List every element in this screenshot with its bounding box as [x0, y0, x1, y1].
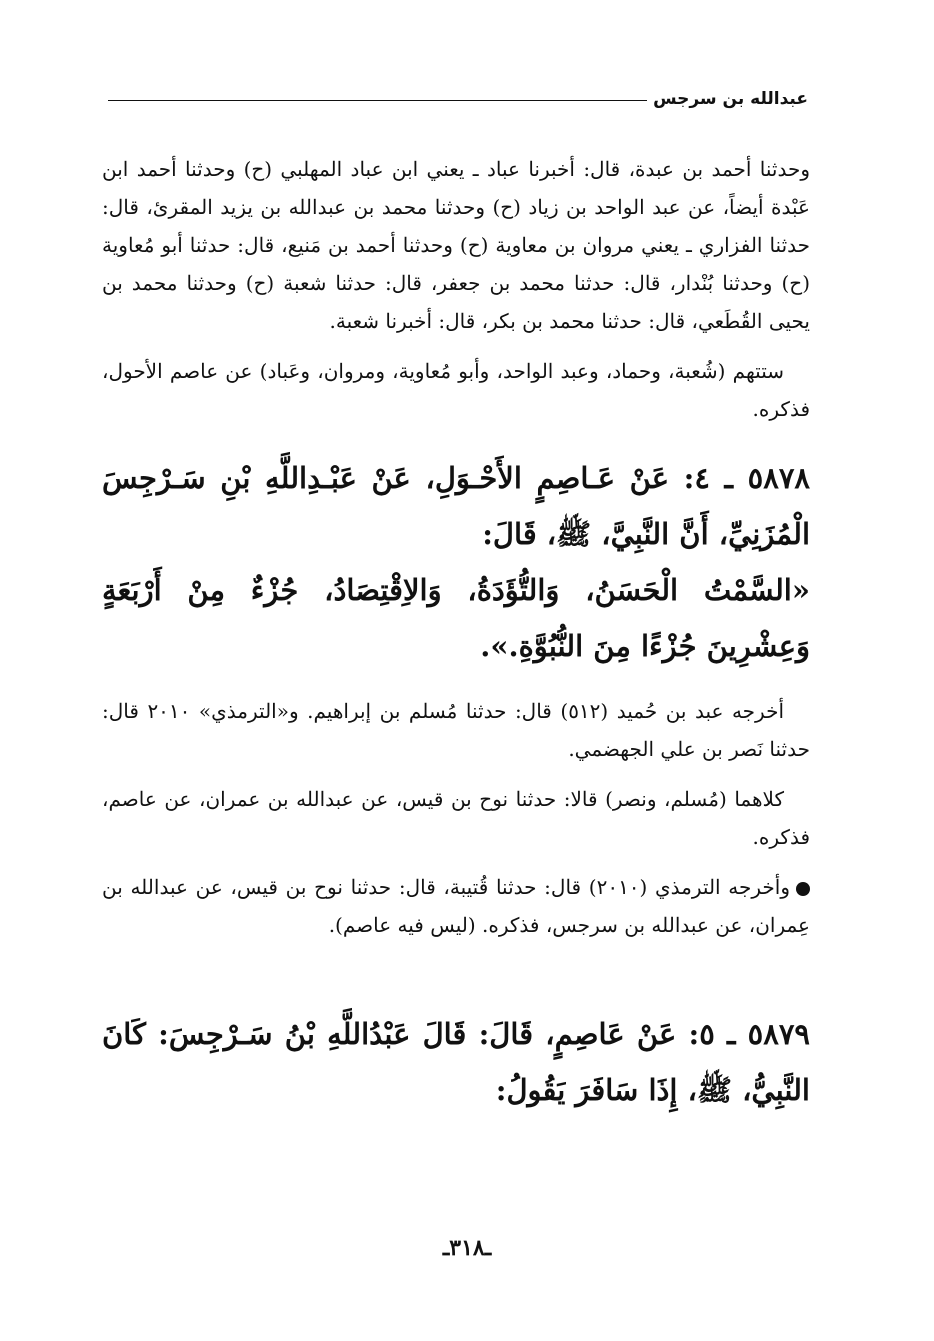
isnad-summary: ستتهم (شُعبة، وحماد، وعبد الواحد، وأبو مُعاوية، ومروان، وعَباد) عن عاصم الأحول، فذكره. [102, 359, 810, 421]
page-body [102, 150, 810, 1136]
hadith-5879-number: ٥٨٧٩ ـ ٥: [688, 1017, 810, 1051]
page-number: ـ٣١٨ـ [442, 1235, 492, 1261]
takhrij-summary: كلاهما (مُسلم، ونصر) قالا: حدثنا نوح بن قيس، عن عبدالله بن عمران، عن عاصم، فذكره. [102, 787, 810, 849]
hadith-5879 [102, 1006, 810, 1118]
isnad-paragraph: وحدثنا أحمد بن عبدة، قال: أخبرنا عباد ـ يعني ابن عباد المهلبي (ح) وحدثنا أحمد ابن عَبْدة أيضاً، عن عبد الواحد بن زياد (ح) وحدثنا محمد بن عبدالله بن يزيد المقرئ، قال: حدثنا الفزاري ـ يعني مروان بن معاوية (ح) وحدثنا أحمد بن مَنيع، قال: حدثنا أبو مُعاوية (ح) وحدثنا بُنْدار، قال: حدثنا محمد بن جعفر، قال: حدثنا شعبة (ح) وحدثنا محمد بن يحيى القُطَعي، قال: حدثنا محمد بن بكر، قال: أخبرنا شعبة. [102, 157, 810, 333]
hadith-5878-text: عَنْ عَـاصِمٍ الأَحْـوَلِ، عَنْ عَبْـدِاللَّهِ بْنِ سَـرْجِسَ الْمُزَنِيِّ، أَنَّ النَّبِيَّ، ﷺ، قَالَ: [102, 461, 810, 551]
header-title: عبدالله بن سرجس [647, 88, 808, 110]
hadith-5878 [102, 450, 810, 674]
takhrij-bullet [102, 868, 810, 944]
section-gap [102, 956, 810, 984]
hadith-5878-matn: «السَّمْتُ الْحَسَنُ، وَالتُّؤَدَةُ، وَالاِقْتِصَادُ، جُزْءٌ مِنْ أَرْبَعَةٍ وَعِشْرِينَ جُزْءًا مِنَ النُّبُوَّةِ.». [102, 573, 810, 663]
bullet-icon [796, 882, 810, 896]
takhrij-paragraph: أخرجه عبد بن حُميد (٥١٢) قال: حدثنا مُسلم بن إبراهيم. و«الترمذي» ٢٠١٠ قال: حدثنا نَصر بن علي الجهضمي. [102, 699, 810, 761]
hadith-5879-text: عَنْ عَاصِمٍ، قَالَ: قَالَ عَبْدُاللَّهِ بْنُ سَـرْجِسَ: كَانَ النَّبِيُّ، ﷺ، إِذَا سَافَرَ يَقُولُ: [102, 1017, 810, 1107]
hadith-5878-isnad [102, 450, 810, 562]
hadith-5878-number: ٥٨٧٨ ـ ٤: [683, 461, 810, 495]
running-header [108, 88, 808, 118]
takhrij-bullet-text: وأخرجه الترمذي (٢٠١٠) قال: حدثنا قُتيبة، قال: حدثنا نوح بن قيس، عن عبدالله بن عِمران، عن عبدالله بن سرجس، فذكره. (ليس فيه عاصم). [102, 875, 810, 937]
